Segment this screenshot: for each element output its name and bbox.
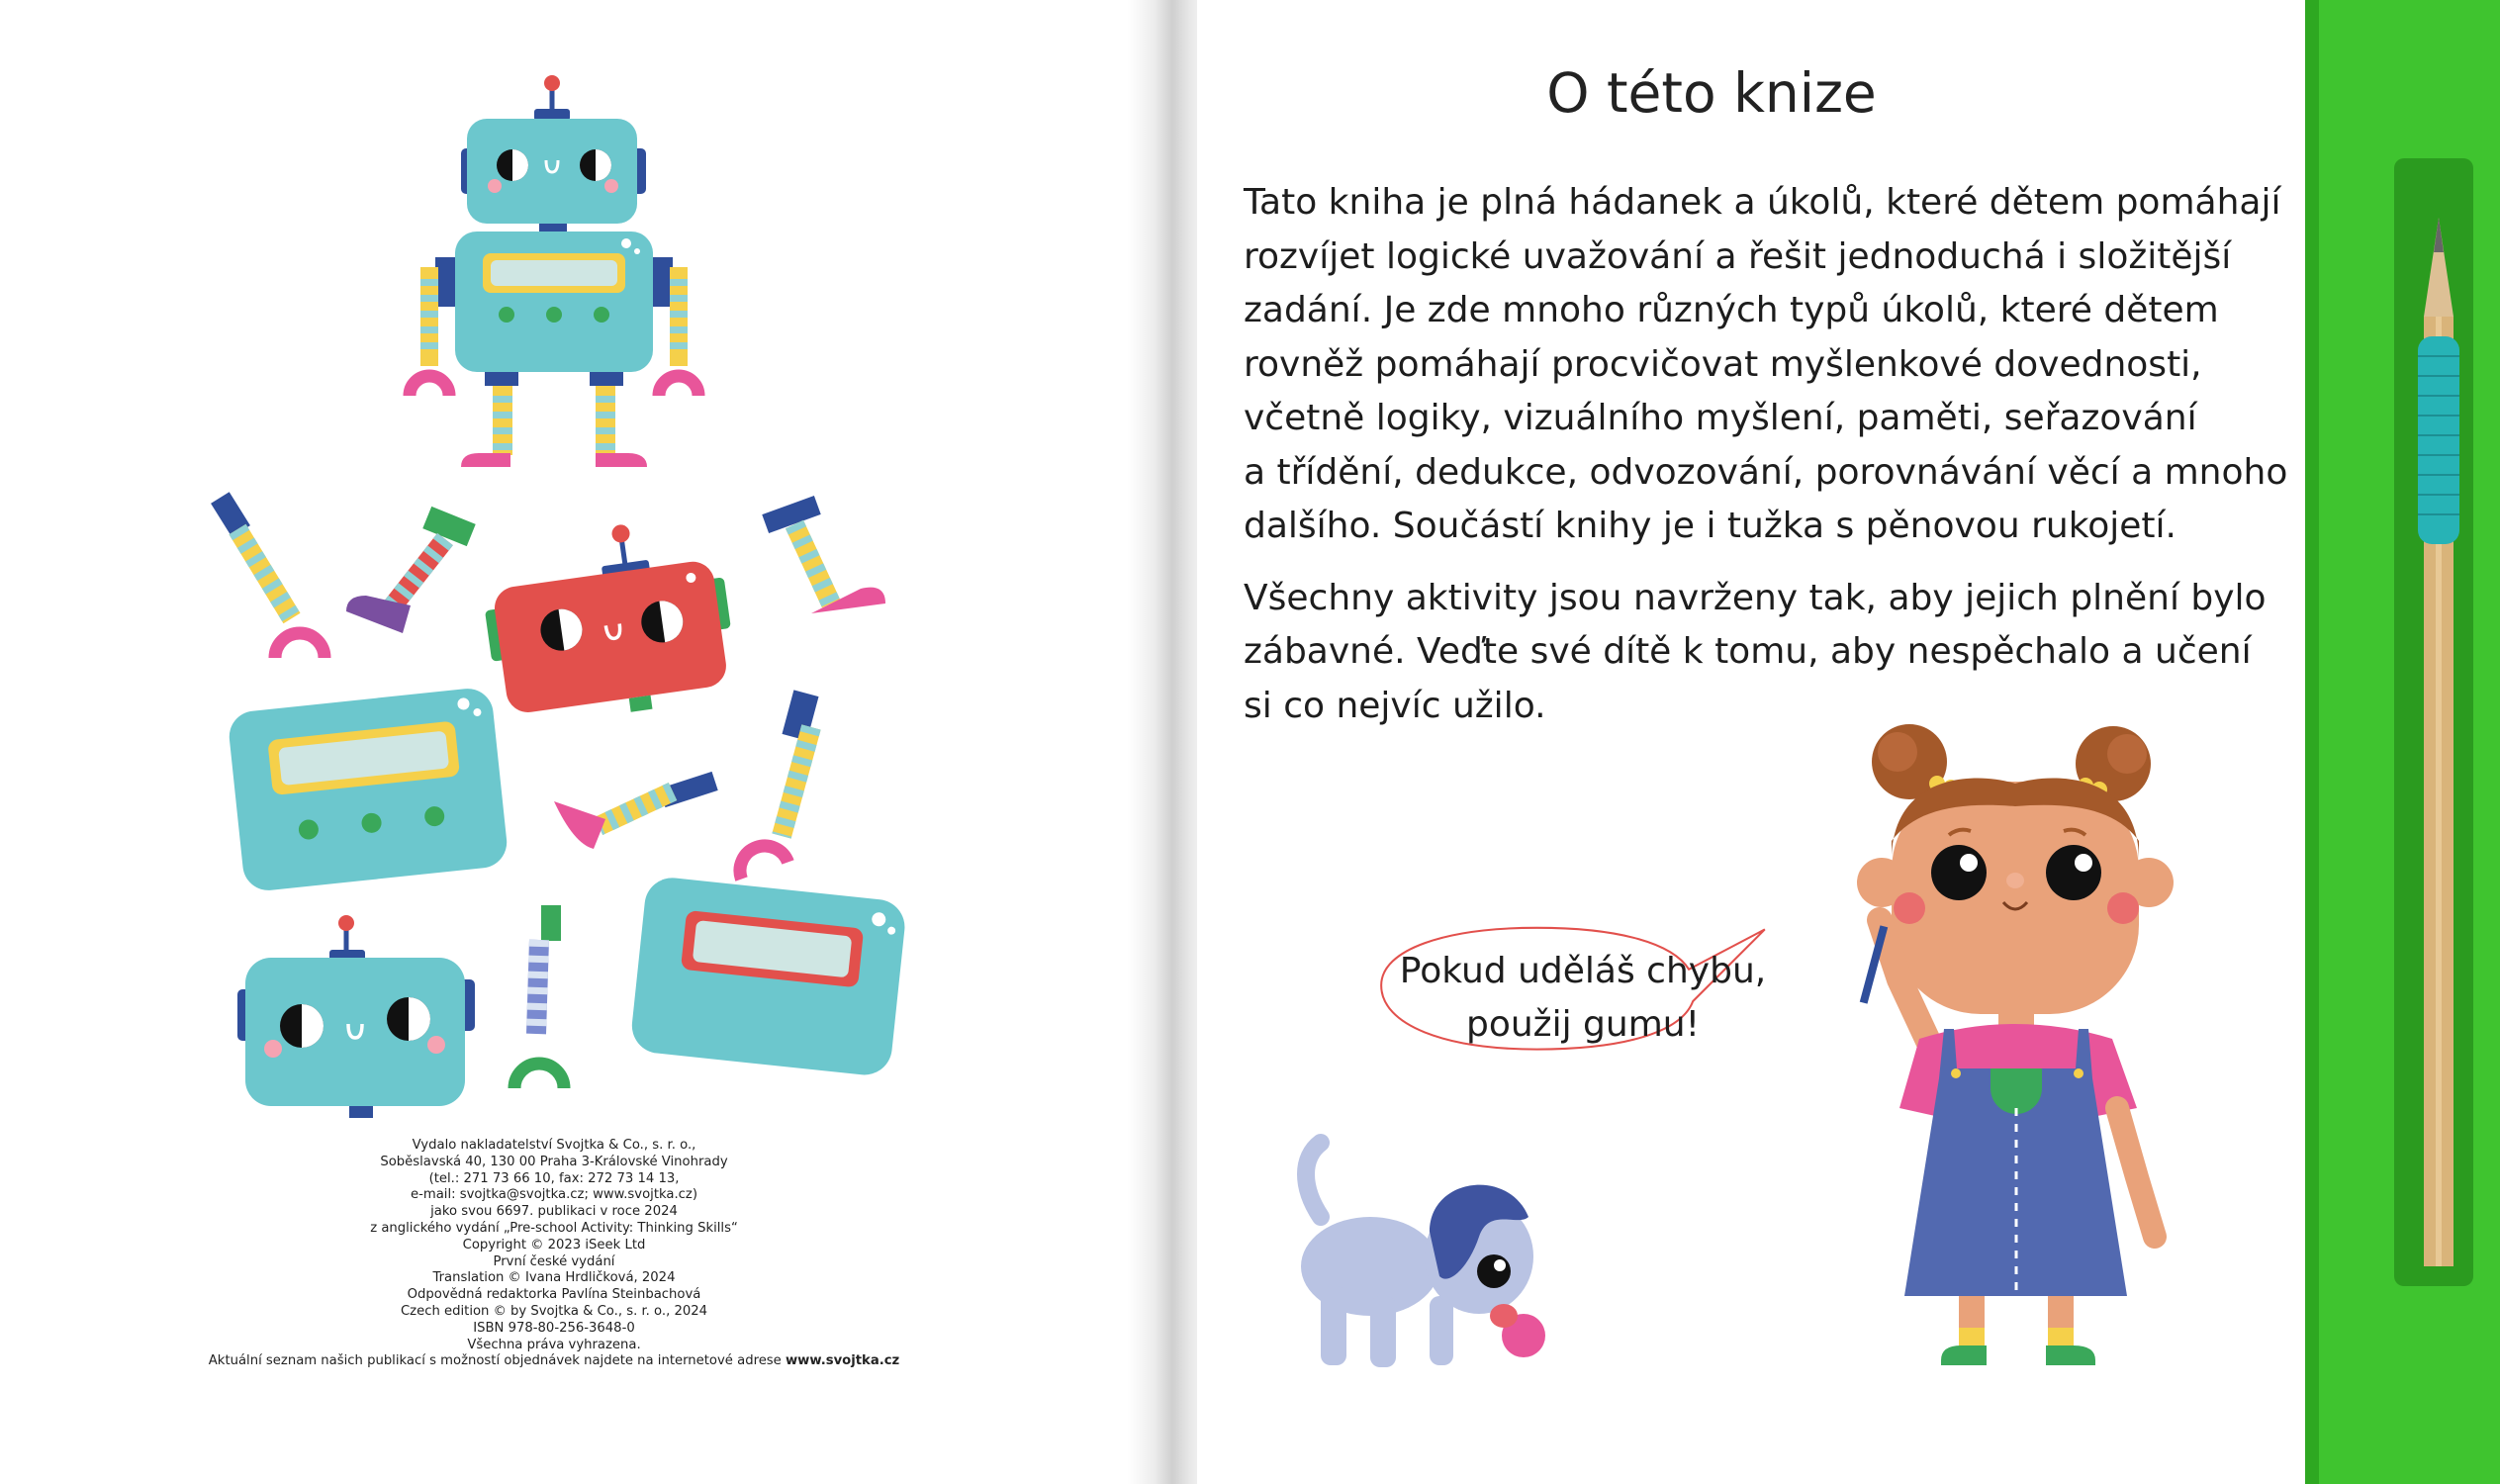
teal-robot-body-icon: [227, 686, 509, 892]
imprint-line: e-mail: svojtka@svojtka.cz; www.svojtka.cz): [411, 1187, 697, 1203]
paragraph-line: Všechny aktivity jsou navrženy tak, aby jejich plnění bylo: [1244, 577, 2267, 618]
paragraph-line: zábavné. Veďte své dítě k tomu, aby nespěchalo a učení: [1244, 631, 2252, 672]
imprint-line: ISBN 978-80-256-3648-0: [473, 1320, 635, 1336]
catalog-note: Aktuální seznam našich publikací s možností objednávek najdete na internetové adrese: [208, 1353, 782, 1369]
robot-leg-purple-boot-icon: [346, 507, 476, 633]
imprint-line: (tel.: 271 73 66 10, fax: 272 73 14 13,: [428, 1170, 680, 1186]
speech-bubble-line: Pokud uděláš chybu,: [1399, 951, 1767, 991]
pencil-tray-edge: [2305, 0, 2319, 1484]
robot-arm-top-left-icon: [211, 492, 324, 658]
puppy-illustration: [1281, 1138, 1558, 1385]
girl-illustration: [1840, 712, 2196, 1385]
pencil-illustration: [2384, 198, 2493, 1276]
paragraph-line: rovněž pomáhají procvičovat myšlenkové dovednosti,: [1244, 343, 2202, 385]
imprint-line: z anglického vydání „Pre-school Activity: Thinking Skills“: [370, 1220, 738, 1236]
robot-leg-pink-boot-icon-a: [762, 496, 885, 613]
imprint-line: Translation © Ivana Hrdličková, 2024: [432, 1270, 676, 1286]
standing-robot-icon: [410, 75, 698, 467]
paragraph-line: dalšího. Součástí knihy je i tužka s pěnovou rukojetí.: [1244, 506, 2176, 546]
imprint-line: Soběslavská 40, 130 00 Praha 3-Královské Vinohrady: [380, 1154, 728, 1169]
red-robot-head-icon: [476, 511, 741, 730]
robot-arm-right-icon: [733, 690, 819, 879]
imprint-line: Copyright © 2023 iSeek Ltd: [462, 1237, 646, 1252]
imprint-line: jako svou 6697. publikaci v roce 2024: [430, 1204, 678, 1220]
imprint-line: Všechna práva vyhrazena.: [467, 1337, 641, 1352]
paragraph-line: zadání. Je zde mnoho různých typů úkolů, které dětem: [1244, 290, 2219, 330]
imprint-line: První české vydání: [493, 1253, 615, 1269]
paragraph-1: [1244, 176, 2288, 554]
imprint-line: Odpovědná redaktorka Pavlína Steinbachová: [407, 1287, 701, 1303]
page-title: O této knize: [1546, 61, 1877, 125]
paragraph-2: [1244, 572, 2267, 734]
imprint-line: Czech edition © by Svojtka & Co., s. r. o., 2024: [400, 1303, 708, 1319]
paragraph-line: a třídění, dedukce, odvozování, porovnávání věcí a mnoho: [1244, 451, 2288, 493]
robot-illustration: [0, 0, 1128, 1138]
catalog-note-line: [148, 1353, 960, 1370]
speech-bubble-text: [1385, 945, 1781, 1052]
imprint-block: [148, 1138, 960, 1370]
speech-bubble-line: použij gumu!: [1465, 1004, 1701, 1045]
catalog-url[interactable]: www.svojtka.cz: [786, 1353, 900, 1369]
robot-leg-pink-boot-icon-b: [554, 772, 718, 849]
paragraph-line: včetně logiky, vizuálního myšlení, paměti, seřazování: [1244, 398, 2197, 438]
imprint-line: Vydalo nakladatelství Svojtka & Co., s. r. o.,: [412, 1138, 696, 1153]
robot-arm-bottom-icon: [514, 905, 564, 1088]
paragraph-line: si co nejvíc užilo.: [1244, 685, 1546, 726]
teal-robot-body-red-screen-icon: [629, 876, 907, 1078]
paragraph-line: Tato kniha je plná hádanek a úkolů, které dětem pomáhají: [1244, 182, 2281, 223]
teal-robot-head-icon: [237, 915, 475, 1118]
body-text: [1244, 176, 2288, 751]
paragraph-line: rozvíjet logické uvažování a řešit jednoduchá i složitější: [1244, 235, 2232, 277]
